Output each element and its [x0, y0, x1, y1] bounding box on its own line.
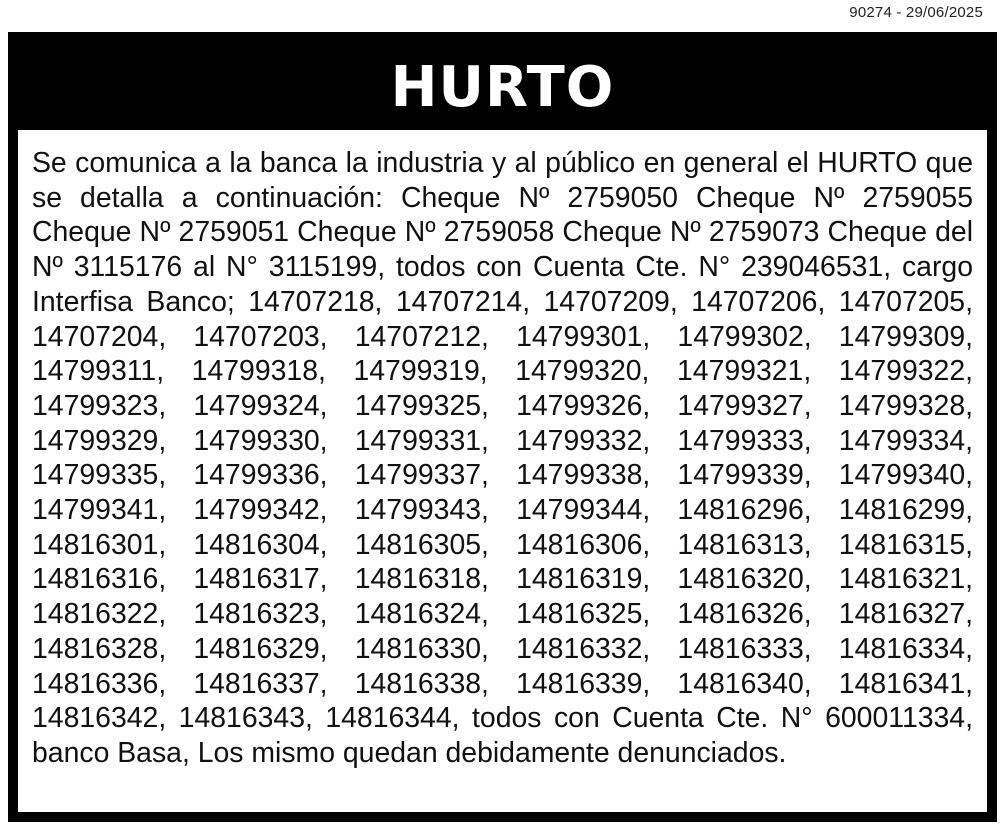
notice-body: Se comunica a la banca la industria y al público en general el HURTO que se detalla a continuación: Cheque Nº 2759050 Cheque Nº 2759055 Cheque Nº 2759051 Cheque Nº 2759058 Cheque Nº 2759073 Cheque del Nº 3115176 al N° 3115199, todos con Cuenta Cte. N° 239046531, cargo Interfisa Banco; 14707218, 14707214, 14707209, 14707206, 14707205, 14707204, 14707203, 14707212, 14799301, 14799302, 14799309, 14799311, 14799318, 14799319, 14799320, 14799321, 14799322, 14799323, 14799324, 14799325, 14799326, 14799327, 14799328, 14799329, 14799330, 14799331, 14799332, 14799333, 14799334, 14799335, 14799336, 14799337, 14799338, 14799339, 14799340, 14799341, 14799342, 14799343, 14799344, 14816296, 14816299, 14816301, 14816304, 14816305, 14816306, 14816313, 14816315, 14816316, 14816317, 14816318, 14816319, 14816320, 14816321, 14816322, 14816323, 14816324, 14816325, 14816326, 14816327, 14816328, 14816329, 14816330, 14816332, 14816333, 14816334, 14816336, 14816337, 14816338, 14816339, 14816340, 14816341, 14816342, 14816343, 14816344, todos con Cuenta Cte. N° 600011334, banco Basa, Los mismo quedan debidamente denunciados.	[32, 147, 973, 769]
publication-reference: 90274 - 29/06/2025	[849, 4, 983, 21]
notice-header	[18, 42, 987, 130]
notice-box	[8, 32, 997, 822]
notice-title: HURTO	[390, 55, 615, 120]
